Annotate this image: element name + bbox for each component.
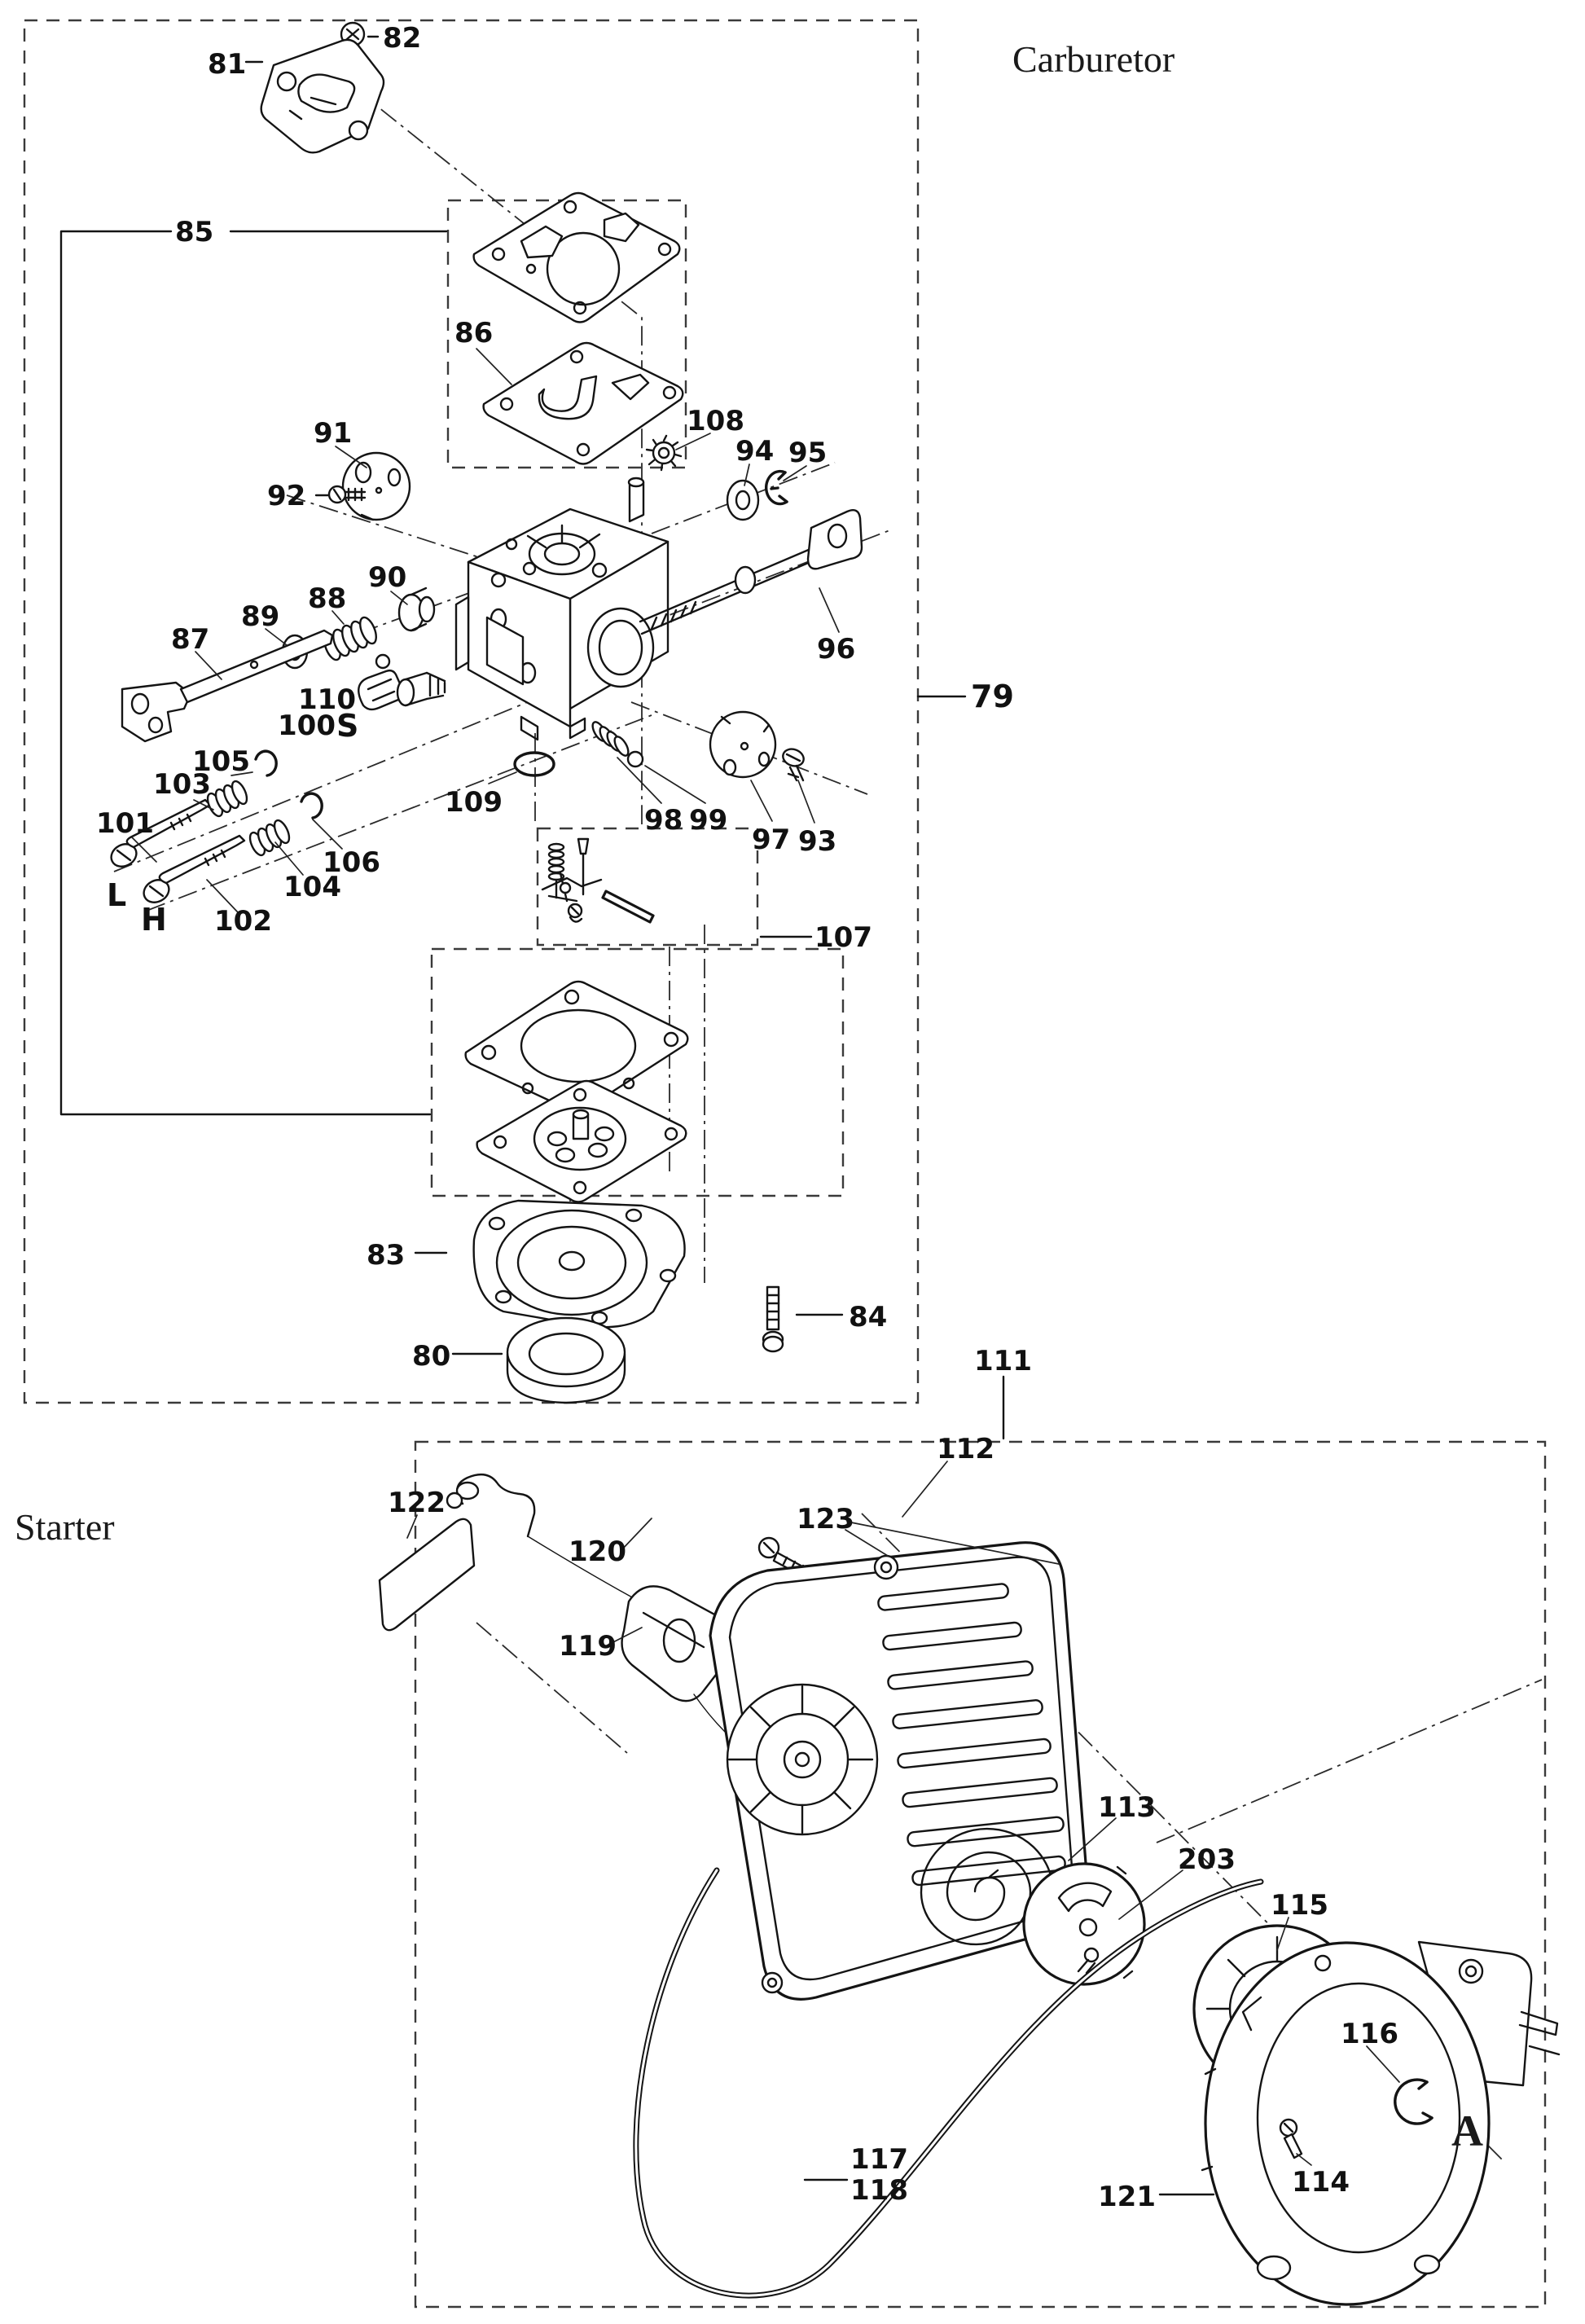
- callout-82: 82: [383, 22, 422, 55]
- part-84-screw: [763, 1287, 783, 1351]
- marker-L: L: [107, 877, 127, 913]
- part-85-gasket: [474, 193, 680, 323]
- part-121-cover: [1202, 1942, 1559, 2304]
- callout-106: 106: [323, 846, 380, 879]
- part-94-washer: [727, 481, 758, 520]
- part-81-pump-cover: [261, 40, 384, 152]
- part-107-needle-kit: [542, 839, 653, 922]
- callout-98: 98: [644, 804, 683, 837]
- callout-101: 101: [96, 807, 154, 840]
- callout-102: 102: [214, 905, 272, 938]
- callout-81: 81: [208, 48, 247, 81]
- callout-90: 90: [368, 561, 407, 594]
- callout-94: 94: [735, 435, 775, 468]
- callout-92: 92: [267, 480, 306, 512]
- callout-95: 95: [788, 437, 828, 469]
- callout-121: 121: [1098, 2181, 1156, 2213]
- part-93-screw: [780, 746, 806, 780]
- part-83-diaphragm-cover: [474, 1201, 685, 1327]
- callout-203: 203: [1178, 1843, 1236, 1876]
- callout-97: 97: [752, 824, 791, 856]
- marker-S: S: [336, 708, 359, 744]
- callout-110: 110: [298, 683, 356, 716]
- callout-83: 83: [367, 1239, 406, 1272]
- callout-80: 80: [412, 1340, 451, 1373]
- part-96-throttle-shaft: [640, 510, 862, 634]
- part-122-pad: [380, 1519, 474, 1630]
- callout-108: 108: [687, 405, 744, 437]
- part-104-spring: [247, 818, 292, 857]
- callout-114: 114: [1292, 2166, 1350, 2199]
- part-91-choke-plate: [343, 453, 410, 520]
- callout-111: 111: [974, 1345, 1032, 1377]
- callout-88: 88: [308, 582, 347, 615]
- callout-84: 84: [849, 1301, 888, 1333]
- part-103-spring: [204, 779, 249, 818]
- part-86-diaphragm: [484, 343, 683, 464]
- part-99-ball: [628, 752, 643, 767]
- part-109-o-ring: [515, 753, 554, 775]
- callout-99: 99: [689, 804, 728, 837]
- part-80-ring: [507, 1318, 625, 1403]
- callout-117: 117: [850, 2143, 908, 2176]
- part-95-e-clip: [766, 472, 787, 504]
- callout-120: 120: [569, 1535, 626, 1568]
- callout-96: 96: [817, 633, 856, 666]
- part-102-high-screw: [140, 836, 244, 907]
- section-title-carburetor: Carburetor: [1012, 38, 1175, 80]
- part-97-throttle-plate: [710, 712, 775, 777]
- callout-119: 119: [559, 1630, 617, 1663]
- part-90-grommet: [399, 588, 434, 630]
- part-100-idle-screw: [358, 670, 445, 710]
- part-203-pulley-plate: [1024, 1864, 1144, 1984]
- callout-100: 100: [278, 710, 336, 742]
- part-98-spring: [590, 720, 630, 758]
- callout-116: 116: [1341, 2018, 1398, 2050]
- callout-113: 113: [1098, 1791, 1156, 1824]
- part-106-clip: [301, 793, 322, 818]
- part-108-star-washer: [647, 436, 681, 470]
- callout-118: 118: [850, 2174, 908, 2207]
- callout-79: 79: [971, 679, 1014, 714]
- callout-85: 85: [175, 216, 214, 248]
- section-title-starter: Starter: [15, 1506, 115, 1548]
- callout-107: 107: [814, 921, 872, 954]
- cover-letter-A: A: [1451, 2107, 1483, 2155]
- callout-112: 112: [937, 1433, 994, 1465]
- part-110-ball: [376, 655, 389, 668]
- callout-103: 103: [153, 768, 211, 801]
- callout-105: 105: [192, 745, 250, 778]
- callout-115: 115: [1271, 1889, 1328, 1922]
- callout-91: 91: [314, 417, 353, 450]
- callout-122: 122: [388, 1487, 446, 1519]
- part-105-clip: [256, 751, 276, 775]
- callout-104: 104: [283, 871, 341, 903]
- marker-H: H: [141, 902, 167, 938]
- callout-123: 123: [797, 1503, 854, 1535]
- callout-86: 86: [454, 317, 494, 349]
- callout-89: 89: [241, 600, 280, 633]
- callout-93: 93: [798, 825, 837, 858]
- callout-87: 87: [171, 623, 210, 656]
- callout-109: 109: [445, 786, 503, 819]
- part-carburetor-body: [456, 478, 668, 740]
- part-metering-diaphragm: [477, 1081, 687, 1202]
